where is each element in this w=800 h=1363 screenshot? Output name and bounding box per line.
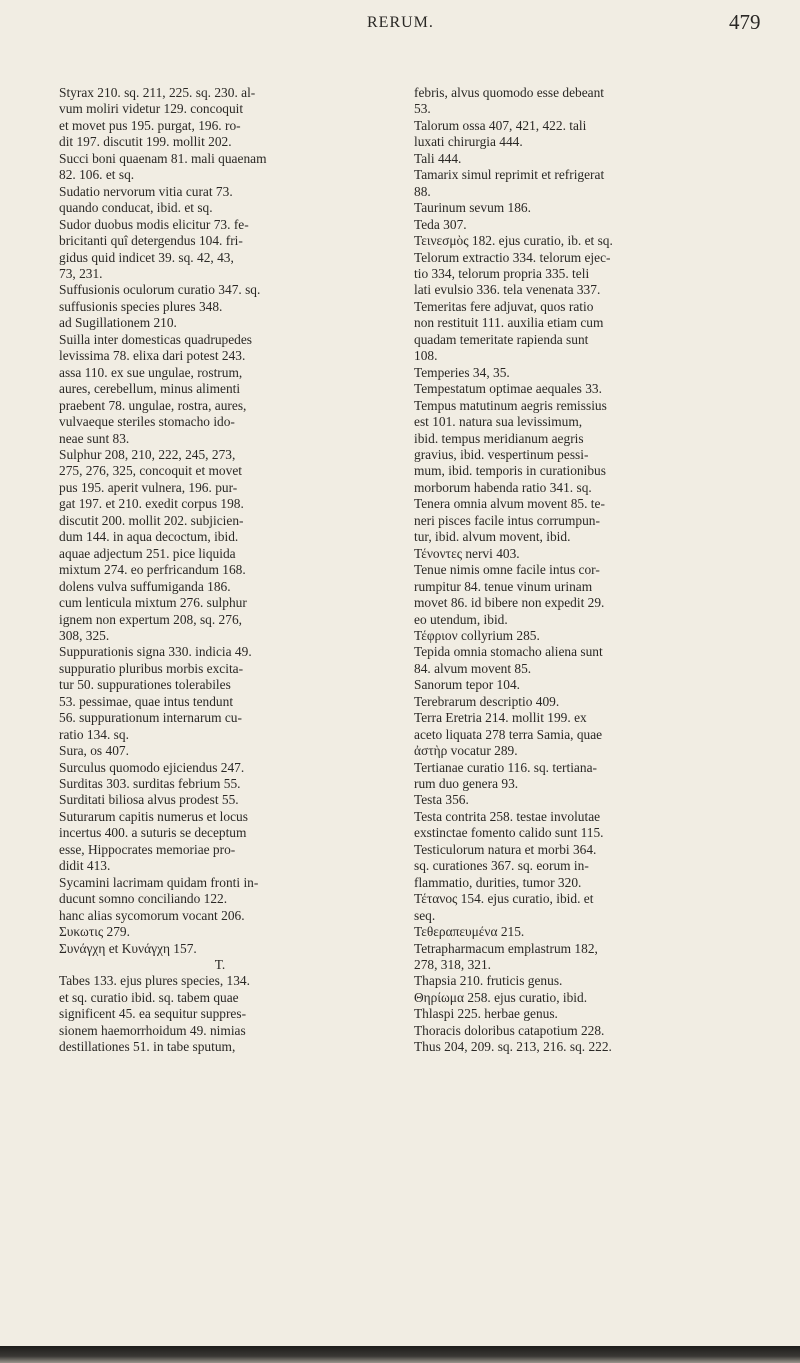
index-entry (414, 809, 746, 842)
index-entry-line: ad Sugillationem 210. (59, 315, 177, 331)
index-entry-line: praebent 78. ungulae, rostra, aures, (59, 397, 247, 413)
index-entry (414, 233, 746, 249)
index-entry (414, 381, 746, 397)
index-entry-line: Teda 307. (414, 216, 467, 232)
right-index-column (414, 85, 746, 1056)
index-entry-line: Τέφριον collyrium 285. (414, 627, 540, 643)
page-header (0, 10, 800, 46)
index-entry-line: exstinctae fomento calido sunt 115. (414, 825, 604, 841)
index-entry-line: dum 144. in aqua decoctum, ibid. (59, 529, 239, 545)
index-entry (414, 694, 746, 710)
index-entry-line: ignem non expertum 208, sq. 276, (59, 611, 242, 627)
index-entry-line: Sudor duobus modis elicitur 73. fe- (59, 216, 249, 232)
index-entry-line: Thus 204, 209. sq. 213, 216. sq. 222. (414, 1039, 612, 1055)
index-entry (59, 184, 381, 217)
index-entry-line: bricitanti quî detergendus 104. fri- (59, 233, 243, 249)
index-entry-line: neri pisces facile intus corrumpun- (414, 512, 600, 528)
index-entry-line: Tamarix simul reprimit et refrigerat (414, 167, 605, 183)
index-entry-line: Tabes 133. ejus plures species, 134. (59, 973, 250, 989)
index-entry-line: gat 197. et 210. exedit corpus 198. (59, 496, 244, 512)
index-entry (414, 200, 746, 216)
index-entry-line: Tempus matutinum aegris remissius (414, 397, 607, 413)
index-entry-line: aures, cerebellum, minus alimenti (59, 381, 241, 397)
index-entry-line: neae sunt 83. (59, 430, 130, 446)
index-entry-line: Τέτανος 154. ejus curatio, ibid. et (414, 891, 594, 907)
index-entry (59, 973, 381, 1055)
left-index-column (59, 85, 381, 1056)
left-entries-after (59, 973, 381, 1055)
index-entry-line: Sudatio nervorum vitia curat 73. (59, 183, 233, 199)
index-entry-line: Thoracis doloribus catapotium 228. (414, 1022, 605, 1038)
index-entry (414, 628, 746, 644)
index-entry-line: ducunt somno conciliando 122. (59, 891, 228, 907)
index-entry-line: mixtum 274. eo perfricandum 168. (59, 562, 246, 578)
index-entry (414, 217, 746, 233)
index-entry-line: didit 413. (59, 858, 111, 874)
index-entry-line: tur, ibid. alvum movent, ibid. (414, 529, 571, 545)
index-entry-line: Terra Eretria 214. mollit 199. ex (414, 710, 587, 726)
index-entry-line: Suffusionis oculorum curatio 347. sq. (59, 282, 261, 298)
index-entry-line: levissima 78. elixa dari potest 243. (59, 348, 246, 364)
index-entry-line: gidus quid indicet 39. sq. 42, 43, (59, 249, 234, 265)
index-entry-line: rum duo genera 93. (414, 776, 519, 792)
index-entry-line: Tenue nimis omne facile intus cor- (414, 562, 600, 578)
index-entry-line: Temeritas fere adjuvat, quos ratio (414, 298, 594, 314)
index-entry-line: rumpitur 84. tenue vinum urinam (414, 578, 593, 594)
index-entry (414, 924, 746, 940)
index-entry-line: Testa 356. (414, 792, 469, 808)
index-entry (414, 842, 746, 891)
index-entry-line: flammatio, durities, tumor 320. (414, 874, 582, 890)
index-entry-line: et sq. curatio ibid. sq. tabem quae (59, 989, 239, 1005)
index-entry-line: sionem haemorrhoidum 49. nimias (59, 1022, 246, 1038)
index-entry (414, 760, 746, 793)
index-entry-line: Surculus quomodo ejiciendus 247. (59, 759, 245, 775)
index-entry-line: dolens vulva suffumiganda 186. (59, 578, 231, 594)
index-entry (414, 990, 746, 1006)
index-entry-line: ἀστὴρ vocatur 289. (414, 743, 518, 759)
index-entry-line: eo utendum, ibid. (414, 611, 508, 627)
index-entry (414, 118, 746, 151)
index-entry-line: vum moliri videtur 129. concoquit (59, 101, 244, 117)
index-entry-line: significent 45. ea sequitur suppres- (59, 1006, 247, 1022)
index-entry-line: non restituit 111. auxilia etiam cum (414, 315, 604, 331)
index-entry-line: 53. pessimae, quae intus tendunt (59, 693, 234, 709)
index-entry-line: gravius, ibid. vespertinum pessi- (414, 446, 589, 462)
index-entry-line: sq. curationes 367. sq. eorum in- (414, 858, 589, 874)
index-entry (59, 776, 381, 792)
index-entry (59, 743, 381, 759)
left-entries (59, 85, 381, 957)
index-entry-line: 308, 325. (59, 627, 110, 643)
index-entry-line: Talorum ossa 407, 421, 422. tali (414, 117, 587, 133)
index-entry-line: et movet pus 195. purgat, 196. ro- (59, 117, 241, 133)
index-entry-line: hanc alias sycomorum vocant 206. (59, 907, 245, 923)
index-entry-line: suppuratio pluribus morbis excita- (59, 660, 244, 676)
page-number: 479 (729, 10, 761, 34)
index-entry-line: Taurinum sevum 186. (414, 200, 531, 216)
index-entry-line: Τεινεσμὸς 182. ejus curatio, ib. et sq. (414, 233, 613, 249)
page-bottom-edge (0, 1346, 800, 1363)
index-entry-line: Thlaspi 225. herbae genus. (414, 1006, 558, 1022)
index-entry-line: vulvaeque steriles stomacho ido- (59, 414, 235, 430)
index-entry (414, 546, 746, 562)
index-entry-line: seq. (414, 907, 436, 923)
index-entry-line: Tepida omnia stomacho aliena sunt (414, 644, 603, 660)
index-entry-line: Thapsia 210. fruticis genus. (414, 973, 563, 989)
index-entry (59, 809, 381, 875)
index-entry-line: esse, Hippocrates memoriae pro- (59, 841, 236, 857)
index-entry (414, 250, 746, 299)
index-entry (59, 875, 381, 924)
index-entry (59, 217, 381, 283)
index-entry-line: ratio 134. sq. (59, 726, 129, 742)
index-entry-line: luxati chirurgia 444. (414, 134, 523, 150)
index-entry-line: morborum habenda ratio 341. sq. (414, 479, 592, 495)
index-entry-line: Tertianae curatio 116. sq. tertiana- (414, 759, 597, 775)
index-entry-line: Succi boni quaenam 81. mali quaenam (59, 150, 267, 166)
index-entry (414, 151, 746, 167)
index-entry-line: 88. (414, 183, 431, 199)
index-entry-line: Temperies 34, 35. (414, 364, 510, 380)
index-entry-line: cum lenticula mixtum 276. sulphur (59, 595, 247, 611)
index-entry-line: Τένοντες nervi 403. (414, 545, 520, 561)
index-entry (59, 85, 381, 151)
index-entry (59, 332, 381, 447)
index-entry-line: Suilla inter domesticas quadrupedes (59, 331, 253, 347)
index-entry-line: lati evulsio 336. tela venenata 337. (414, 282, 601, 298)
index-entry-line: Sanorum tepor 104. (414, 677, 520, 693)
index-entry (414, 167, 746, 200)
index-entry (414, 299, 746, 365)
index-entry-line: 108. (414, 348, 438, 364)
index-entry (414, 1006, 746, 1022)
index-entry-line: discutit 200. mollit 202. subjicien- (59, 512, 244, 528)
index-entry (59, 941, 381, 957)
running-title: RERUM. (367, 14, 434, 31)
index-entry-line: 84. alvum movent 85. (414, 660, 532, 676)
index-entry (414, 941, 746, 974)
index-entry-line: Συκωτις 279. (59, 924, 130, 940)
index-entry-line: Τεθεραπευμένα 215. (414, 924, 525, 940)
index-entry-line: Συνάγχη et Κυνάγχη 157. (59, 940, 197, 956)
index-entry-line: Telorum extractio 334. telorum ejec- (414, 249, 611, 265)
index-entry-line: 73, 231. (59, 265, 103, 281)
index-entry (59, 447, 381, 644)
index-entry-line: destillationes 51. in tabe sputum, (59, 1039, 236, 1055)
index-entry-line: assa 110. ex sue ungulae, rostrum, (59, 364, 243, 380)
index-entry-line: pus 195. aperit vulnera, 196. pur- (59, 479, 238, 495)
index-entry-line: Suturarum capitis numerus et locus (59, 808, 248, 824)
index-entry-line: quando conducat, ibid. et sq. (59, 200, 213, 216)
index-entry-line: Sura, os 407. (59, 743, 129, 759)
index-entry-line: mum, ibid. temporis in curationibus (414, 463, 606, 479)
index-entry (59, 924, 381, 940)
index-entry (414, 85, 746, 118)
index-entry-line: 278, 318, 321. (414, 957, 491, 973)
index-entry (414, 1039, 746, 1055)
index-entry-line: quadam temeritate rapienda sunt (414, 331, 589, 347)
index-entry (59, 760, 381, 776)
index-entry-line: Surditati biliosa alvus prodest 55. (59, 792, 239, 808)
index-entry-line: Terebrarum descriptio 409. (414, 693, 560, 709)
index-entry (414, 562, 746, 628)
index-entry (414, 496, 746, 545)
index-entry-line: aquae adjectum 251. pice liquida (59, 545, 236, 561)
index-entry (414, 891, 746, 924)
index-entry-line: Tempestatum optimae aequales 33. (414, 381, 602, 397)
index-entry-line: Θηρίωμα 258. ejus curatio, ibid. (414, 989, 588, 1005)
index-entry-line: 82. 106. et sq. (59, 167, 135, 183)
index-entry-line: Sycamini lacrimam quidam fronti in- (59, 874, 259, 890)
index-entry (59, 644, 381, 743)
index-entry-line: suffusionis species plures 348. (59, 298, 223, 314)
index-entry-line: Surditas 303. surditas febrium 55. (59, 776, 241, 792)
right-entries (414, 85, 746, 1056)
index-entry-line: Testa contrita 258. testae involutae (414, 808, 601, 824)
index-entry (414, 792, 746, 808)
index-entry-line: Tenera omnia alvum movent 85. te- (414, 496, 605, 512)
index-entry-line: aceto liquata 278 terra Samia, quae (414, 726, 603, 742)
index-entry-line: Tali 444. (414, 150, 462, 166)
index-entry-line: 53. (414, 101, 431, 117)
index-entry-line: movet 86. id bibere non expedit 29. (414, 595, 605, 611)
index-entry-line: Tetrapharmacum emplastrum 182, (414, 940, 598, 956)
index-entry (59, 151, 381, 184)
index-entry (59, 282, 381, 331)
index-entry (414, 677, 746, 693)
index-entry-line: Styrax 210. sq. 211, 225. sq. 230. al- (59, 85, 256, 100)
index-entry-line: Testiculorum natura et morbi 364. (414, 841, 597, 857)
index-entry (414, 644, 746, 677)
index-entry (414, 973, 746, 989)
index-entry-line: est 101. natura sua levissimum, (414, 414, 583, 430)
index-entry-line: incertus 400. a suturis se deceptum (59, 825, 247, 841)
letter-heading: T. (214, 957, 226, 973)
index-entry-line: tio 334, telorum propria 335. teli (414, 265, 590, 281)
index-entry-line: 56. suppurationum internarum cu- (59, 710, 242, 726)
index-entry-line: Suppurationis signa 330. indicia 49. (59, 644, 252, 660)
index-entry-line: 275, 276, 325, concoquit et movet (59, 463, 242, 479)
index-entry (414, 398, 746, 497)
index-entry-line: ibid. tempus meridianum aegris (414, 430, 584, 446)
index-entry-line: dit 197. discutit 199. mollit 202. (59, 134, 232, 150)
index-entry-line: Sulphur 208, 210, 222, 245, 273, (59, 446, 236, 462)
index-entry (414, 710, 746, 759)
index-entry-line: tur 50. suppurationes tolerabiles (59, 677, 231, 693)
index-entry-line: febris, alvus quomodo esse debeant (414, 85, 605, 100)
index-entry (414, 1023, 746, 1039)
index-entry (59, 792, 381, 808)
index-entry (414, 365, 746, 381)
